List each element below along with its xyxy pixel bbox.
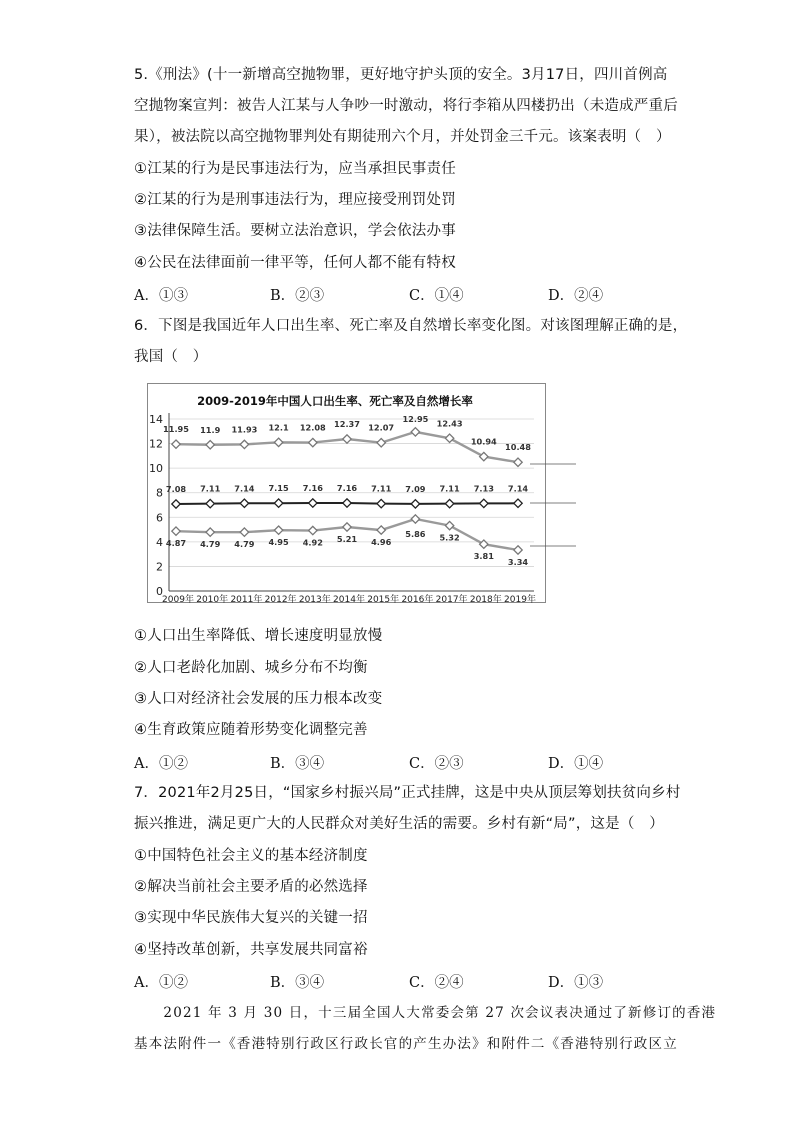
q5-statement-1: ①江某的行为是民事违法行为，应当承担民事责任 xyxy=(134,161,456,177)
data-label: 12.43 xyxy=(436,418,463,429)
y-tick-label: 8 xyxy=(156,486,163,500)
q5-option-b[interactable]: B．②③ xyxy=(270,288,325,304)
q5-option-d[interactable]: D．②④ xyxy=(548,288,604,304)
chart-title: 2009-2019年中国人口出生率、死亡率及自然增长率 xyxy=(197,394,473,408)
y-tick-label: 4 xyxy=(156,535,163,549)
data-label: 7.11 xyxy=(200,483,221,494)
x-tick-label: 2009年 xyxy=(162,595,194,603)
data-label: 12.1 xyxy=(268,422,289,433)
legend-connectors xyxy=(530,455,590,555)
x-tick-label: 2010年 xyxy=(196,595,229,603)
x-tick-label: 2017年 xyxy=(435,595,468,603)
q5-stem-line-2: 空抛物案宣判：被告人江某与人争吵一时激动，将行李箱从四楼扔出（未造成严重后 xyxy=(134,98,678,114)
data-label: 4.92 xyxy=(302,537,323,548)
data-label: 7.14 xyxy=(234,483,255,494)
data-label: 7.09 xyxy=(405,483,426,494)
q7-stem-line-1: 7．2021年2月25日，“国家乡村振兴局”正式挂牌，这是中央从顶层筹划扶贫向乡村 xyxy=(134,785,681,801)
passage-line-1: 2021 年 3 月 30 日，十三届全国人大常委会第 27 次会议表决通过了新修订的香港 xyxy=(134,1005,717,1021)
x-tick-label: 2014年 xyxy=(333,595,365,603)
data-label: 11.95 xyxy=(163,424,189,435)
y-tick-label: 12 xyxy=(149,437,163,451)
q7-option-b[interactable]: B．③④ xyxy=(270,975,325,991)
q7-statement-2: ②解决当前社会主要矛盾的必然选择 xyxy=(134,879,368,895)
q5-statement-4: ④公民在法律面前一律平等，任何人都不能有特权 xyxy=(134,255,456,271)
data-label: 7.11 xyxy=(439,483,460,494)
data-label: 7.15 xyxy=(268,483,289,494)
q7-option-d[interactable]: D．①③ xyxy=(548,975,604,991)
data-label: 7.11 xyxy=(371,483,392,494)
x-tick-label: 2015年 xyxy=(367,595,400,603)
q6-option-d[interactable]: D．①④ xyxy=(548,756,604,772)
q5-options xyxy=(134,284,674,304)
q6-statement-1: ①人口出生率降低、增长速度明显放慢 xyxy=(134,628,383,644)
x-tick-label: 2012年 xyxy=(264,595,297,603)
data-label: 12.37 xyxy=(334,419,360,430)
data-label: 10.94 xyxy=(470,436,497,447)
q5-statement-3: ③法律保障生活。要树立法治意识，学会依法办事 xyxy=(134,223,456,239)
data-label: 4.95 xyxy=(268,537,289,548)
q5-stem-line-1: 5.《刑法》(十一新增高空抛物罪，更好地守护头顶的安全。3月17日，四川首例高 xyxy=(134,67,668,83)
q7-statement-3: ③实现中华民族伟大复兴的关键一招 xyxy=(134,910,368,926)
data-label: 7.08 xyxy=(165,484,187,495)
x-tick-label: 2019年 xyxy=(504,595,536,603)
y-tick-label: 0 xyxy=(156,585,163,598)
data-label: 5.32 xyxy=(439,532,460,543)
population-line-chart xyxy=(147,383,546,603)
data-label: 11.9 xyxy=(200,424,221,435)
q7-option-c[interactable]: C．②④ xyxy=(409,975,464,991)
q6-statement-4: ④生育政策应随着形势变化调整完善 xyxy=(134,722,368,738)
q6-options xyxy=(134,752,674,772)
data-label: 12.08 xyxy=(299,422,326,433)
q7-statement-4: ④坚持改革创新，共享发展共同富裕 xyxy=(134,942,368,958)
q6-option-b[interactable]: B．③④ xyxy=(270,756,325,772)
q7-statement-1: ①中国特色社会主义的基本经济制度 xyxy=(134,848,368,864)
data-label: 11.93 xyxy=(231,424,258,435)
data-label: 4.79 xyxy=(234,539,255,550)
population-chart xyxy=(147,383,546,603)
x-tick-label: 2013年 xyxy=(298,595,331,603)
data-label: 7.16 xyxy=(302,483,323,494)
passage-line-2: 基本法附件一《香港特别行政区行政长官的产生办法》和附件二《香港特别行政区立 xyxy=(134,1036,678,1052)
x-tick-label: 2016年 xyxy=(401,595,434,603)
data-label: 4.79 xyxy=(200,539,221,550)
q6-option-c[interactable]: C．②③ xyxy=(409,756,464,772)
q5-stem-line-3: 果），被法院以高空抛物罪判处有期徒刑六个月，并处罚金三千元。该案表明（ ） xyxy=(134,129,671,145)
y-tick-label: 2 xyxy=(156,560,163,574)
q7-options xyxy=(134,971,674,991)
data-label: 7.13 xyxy=(473,483,494,494)
data-label: 7.14 xyxy=(507,483,529,494)
data-label: 12.95 xyxy=(402,413,429,424)
q6-statement-2: ②人口老龄化加剧、城乡分布不均衡 xyxy=(134,660,368,676)
q5-statement-2: ②江某的行为是刑事违法行为，理应接受刑罚处罚 xyxy=(134,192,456,208)
q6-statement-3: ③人口对经济社会发展的压力根本改变 xyxy=(134,691,383,707)
data-label: 4.87 xyxy=(165,538,187,549)
data-label: 7.16 xyxy=(336,483,358,494)
q6-stem-line-2: 我国（ ） xyxy=(134,349,208,365)
y-tick-label: 6 xyxy=(156,511,163,525)
data-label: 4.96 xyxy=(371,537,392,548)
x-tick-label: 2018年 xyxy=(469,595,502,603)
q5-option-a[interactable]: A．①③ xyxy=(134,288,188,304)
data-label: 5.21 xyxy=(336,533,358,544)
data-label: 12.07 xyxy=(368,422,395,433)
q6-option-a[interactable]: A．①② xyxy=(134,756,188,772)
data-label: 3.81 xyxy=(473,551,494,562)
data-label: 3.34 xyxy=(507,556,529,567)
x-tick-label: 2011年 xyxy=(230,595,263,603)
chart-legend xyxy=(578,460,698,560)
q7-option-a[interactable]: A．①② xyxy=(134,975,188,991)
q6-stem-line-1: 6．下图是我国近年人口出生率、死亡率及自然增长率变化图。对该图理解正确的是， xyxy=(134,318,688,334)
y-tick-label: 14 xyxy=(149,413,163,426)
q5-option-c[interactable]: C．①④ xyxy=(409,288,464,304)
q7-stem-line-2: 振兴推进，满足更广大的人民群众对美好生活的需要。乡村有新“局”，这是（ ） xyxy=(134,816,664,832)
data-label: 5.86 xyxy=(405,529,426,540)
y-tick-label: 10 xyxy=(149,462,163,476)
data-label: 10.48 xyxy=(505,442,531,453)
